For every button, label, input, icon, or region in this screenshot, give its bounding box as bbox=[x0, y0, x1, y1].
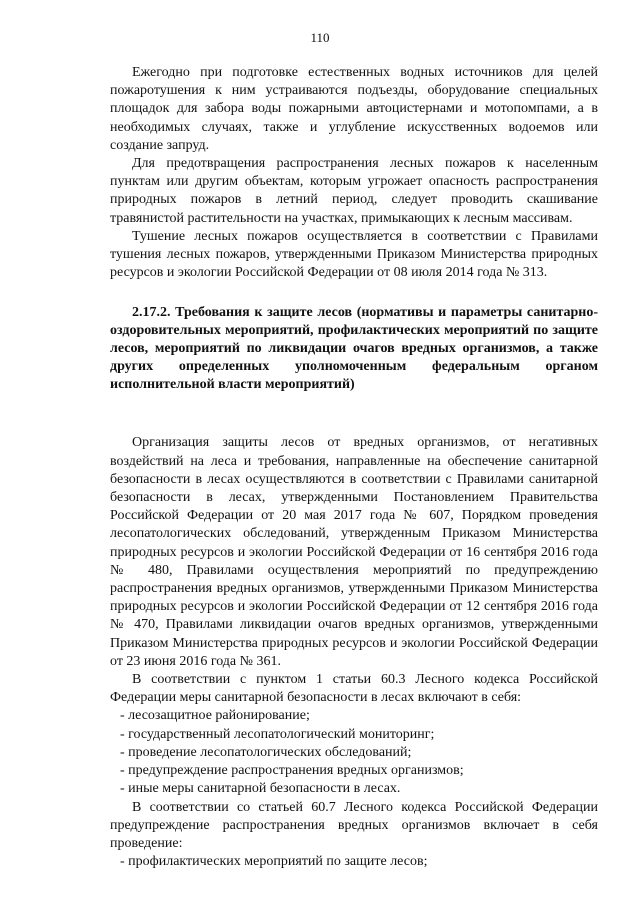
page-content bbox=[110, 64, 598, 871]
list-item: - профилактических мероприятий по защите лесов; bbox=[120, 854, 428, 870]
section-title: Требования к защите лесов (нормативы и параметры санитарно-оздоровительных мероприятий, профилактических мероприятий по защите лесов, мероприятий по ликвидации очагов вредных организмов, а также других определенных уполномоченным федеральным органом исполнительной власти мероприятий) bbox=[110, 305, 599, 393]
paragraph-prevention-intro: В соответствии со статьей 60.7 Лесного кодекса Российской Федерации предупреждение распространения вредных организмов включает в себя проведение: bbox=[110, 799, 598, 851]
paragraph-sanitary-measures-intro: В соответствии с пунктом 1 статьи 60.3 Лесного кодекса Российской Федерации меры санитарной безопасности в лесах включают в себя: bbox=[110, 672, 598, 706]
section-heading bbox=[110, 304, 598, 394]
list-item: - лесозащитное районирование; bbox=[120, 708, 310, 724]
list-item: - государственный лесопатологический мониторинг; bbox=[120, 726, 435, 742]
spacer bbox=[110, 394, 598, 434]
list-item: - иные меры санитарной безопасности в лесах. bbox=[120, 781, 401, 797]
page-number: 110 bbox=[310, 30, 330, 45]
section-number: 2.17.2. bbox=[132, 305, 171, 321]
paragraph-fire-suppression: Тушение лесных пожаров осуществляется в соответствии с Правилами тушения лесных пожаров, утвержденными Приказом Министерства природных ресурсов и экологии Российской Федерации от 08 июля 2014 года № 313. bbox=[110, 228, 598, 281]
paragraph-water-sources: Ежегодно при подготовке естественных водных источников для целей пожаротушения к ним устраиваются подъезды, оборудование специальных площадок для забора воды пожарными автоцистернами и мотопомпами, а в необходимых случаях, также и углубление искусственных водоемов или создание запруд. bbox=[110, 65, 598, 153]
paragraph-fire-prevention: Для предотвращения распространения лесных пожаров к населенным пунктам или другим объектам, которым угрожает опасность распространения природных пожаров в летний период, следует проводить скашивание травянистой растительности на участках, примыкающих к лесным массивам. bbox=[110, 156, 598, 226]
paragraph-forest-protection: Организация защиты лесов от вредных организмов, от негативных воздействий на леса и требования, направленные на обеспечение санитарной безопасности в лесах осуществляются в соответствии с Правилами санитарной безопасности в лесах, утвержденными Постановлением Правительства Российской Федерации от 20 мая 2017 года № 607, Порядком проведения лесопатологических обследований, утвержденным Приказом Министерства природных ресурсов и экологии Российской Федерации от 16 сентября 2016 года № 480, Правилами осуществления мероприятий по предупреждению распространения вредных организмов, утвержденными Приказом Министерства природных ресурсов и экологии Российской Федерации от 12 сентября 2016 года № 470, Правилами ликвидации очагов вредных организмов, утвержденными Приказом Министерства природных ресурсов и экологии Российской Федерации от 23 июня 2016 года № 361. bbox=[110, 435, 598, 669]
list-item: - предупреждение распространения вредных организмов; bbox=[120, 763, 464, 779]
list-item: - проведение лесопатологических обследований; bbox=[120, 744, 412, 760]
